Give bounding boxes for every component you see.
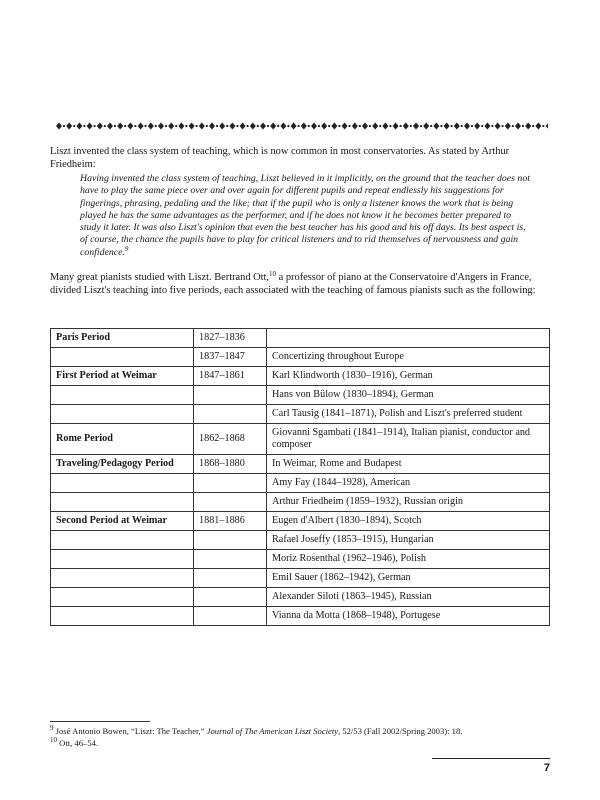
ornament-dot — [440, 125, 442, 127]
years-cell — [194, 550, 267, 569]
period-cell — [51, 348, 194, 367]
ornament-dot — [216, 125, 218, 127]
table-row — [51, 348, 550, 367]
ornament-diamond — [505, 123, 511, 130]
ornament-diamond — [474, 123, 480, 130]
years-cell: 1868–1880 — [194, 455, 267, 474]
pianist-cell: Karl Klindworth (1830–1916), German — [267, 367, 550, 386]
table-row — [51, 424, 550, 455]
ornament-dot — [532, 125, 534, 127]
ornament-diamond — [393, 123, 399, 130]
table-row — [51, 531, 550, 550]
table-row — [51, 493, 550, 512]
ornament-diamond — [250, 123, 256, 130]
years-cell: 1847–1861 — [194, 367, 267, 386]
ornament-dot — [277, 125, 279, 127]
ornament-diamond — [229, 123, 235, 130]
years-cell — [194, 607, 267, 626]
ornament-diamond — [158, 123, 164, 130]
ornament-diamond — [56, 123, 62, 130]
ornament-dot — [134, 125, 136, 127]
ornament-diamond — [484, 123, 490, 130]
ornament-dot — [124, 125, 126, 127]
table-row — [51, 588, 550, 607]
period-cell: Second Period at Weimar — [51, 512, 194, 531]
years-cell: 1862–1868 — [194, 424, 267, 455]
ornament-dot — [83, 125, 85, 127]
period-cell — [51, 386, 194, 405]
table-row — [51, 386, 550, 405]
pianist-cell: In Weimar, Rome and Budapest — [267, 455, 550, 474]
ornament-dot — [236, 125, 238, 127]
ornament-diamond — [138, 123, 144, 130]
ornament-diamond — [423, 123, 429, 130]
footnote-9-text-a: José Antonio Bowen, “Liszt: The Teacher,” — [53, 726, 207, 736]
ornament-dot — [359, 125, 361, 127]
ornament-diamond — [97, 123, 103, 130]
table-row — [51, 550, 550, 569]
ornament-diamond — [209, 123, 215, 130]
intro-paragraph: Liszt invented the class system of teaching, which is now common in most conservatories. As stated by Arthur Friedheim: — [50, 146, 510, 170]
period-cell: Paris Period — [51, 329, 194, 348]
pianist-cell: Moriz Rosenthal (1962–1946), Polish — [267, 550, 550, 569]
footnote-9-number: 9 — [50, 724, 54, 732]
ornament-diamond — [260, 123, 266, 130]
ornament-diamond — [219, 123, 225, 130]
ornament-dot — [512, 125, 514, 127]
ornament-dot — [389, 125, 391, 127]
ornament-diamond — [382, 123, 388, 130]
pianist-cell: Giovanni Sgambati (1841–1914), Italian pianist, conductor and composer — [267, 424, 550, 455]
ornament-dot — [491, 125, 493, 127]
ornament-diamond — [199, 123, 205, 130]
ornament-diamond — [291, 123, 297, 130]
ornament-diamond — [433, 123, 439, 130]
ornament-diamond — [87, 123, 93, 130]
table-row — [51, 474, 550, 493]
footnote-ref-9: 9 — [124, 244, 129, 253]
block-quote-text: Having invented the class system of teaching, Liszt believed in it implicitly, on the ground that the teacher does not have to play the same piece over and over again for different pupils and repeat endlessly his suggestions for fingerings, phrasing, pedaling and the like; that if the pupil who is only a listener knows the work that is being played he has the same advantages as the performer, and if he does not know it he becomes better prepared to study it later. It was also Liszt's opinion that even the best teacher has his good and his off days. Its best aspect is, of course, the chance the pupils have to play for critical listeners and to rid themselves of nervousness and gain confidence. — [80, 173, 530, 258]
ornament-dot — [308, 125, 310, 127]
ornament-dot — [267, 125, 269, 127]
pianist-cell: Emil Sauer (1862–1942), German — [267, 569, 550, 588]
ornament-dot — [502, 125, 504, 127]
period-cell — [51, 531, 194, 550]
ornament-diamond — [413, 123, 419, 130]
ornament-diamond — [352, 123, 358, 130]
ornament-dot — [63, 125, 65, 127]
ornament-diamond — [270, 123, 276, 130]
ornament-diamond — [127, 123, 133, 130]
ornament-dot — [165, 125, 167, 127]
ornament-dot — [196, 125, 198, 127]
ornament-diamond — [515, 123, 521, 130]
pianist-cell: Amy Fay (1844–1928), American — [267, 474, 550, 493]
period-cell: Rome Period — [51, 424, 194, 455]
ornament-diamond — [362, 123, 368, 130]
years-cell — [194, 405, 267, 424]
ornament-dot — [155, 125, 157, 127]
paragraph-periods — [50, 271, 550, 297]
ornament-dot — [175, 125, 177, 127]
ornament-diamond — [240, 123, 246, 130]
ornament-dot — [338, 125, 340, 127]
ornament-dot — [328, 125, 330, 127]
ornament-dot — [471, 125, 473, 127]
pianist-cell: Hans von Bülow (1830–1894), German — [267, 386, 550, 405]
table-row — [51, 607, 550, 626]
ornament-dot — [522, 125, 524, 127]
pianist-cell: Eugen d'Albert (1830–1894), Scotch — [267, 512, 550, 531]
ornament-diamond — [189, 123, 195, 130]
ornament-dot — [298, 125, 300, 127]
ornament-dot — [379, 125, 381, 127]
pianist-cell: Carl Tausig (1841–1871), Polish and Liszt's preferred student — [267, 405, 550, 424]
ornament-dot — [461, 125, 463, 127]
ornament-diamond — [117, 123, 123, 130]
period-cell — [51, 607, 194, 626]
footnote-ref-10: 10 — [269, 270, 277, 278]
period-cell: First Period at Weimar — [51, 367, 194, 386]
table-row — [51, 569, 550, 588]
ornament-dot — [226, 125, 228, 127]
ornament-diamond — [301, 123, 307, 130]
ornament-dot — [349, 125, 351, 127]
ornament-diamond — [321, 123, 327, 130]
footnote-9-text-b: , 52/53 (Fall 2002/Spring 2003): 18. — [338, 726, 463, 736]
ornament-diamond — [535, 123, 541, 130]
table-row — [51, 329, 550, 348]
period-cell — [51, 550, 194, 569]
ornament-dot — [287, 125, 289, 127]
pianist-cell: Alexander Siloti (1863–1945), Russian — [267, 588, 550, 607]
years-cell — [194, 569, 267, 588]
ornament-diamond — [76, 123, 82, 130]
table-row — [51, 512, 550, 531]
years-cell — [194, 386, 267, 405]
table-row — [51, 405, 550, 424]
ornament-dot — [114, 125, 116, 127]
ornament-diamond — [107, 123, 113, 130]
paragraph-periods-text-a: Many great pianists studied with Liszt. Bertrand Ott, — [50, 272, 270, 283]
years-cell — [194, 474, 267, 493]
footnote-10-number: 10 — [50, 736, 57, 744]
ornament-diamond — [342, 123, 348, 130]
years-cell — [194, 493, 267, 512]
period-cell — [51, 569, 194, 588]
ornament-diamond — [525, 123, 531, 130]
pianist-cell: Rafael Joseffy (1853–1915), Hungarian — [267, 531, 550, 550]
footnote-divider — [50, 721, 150, 722]
ornament-dot — [400, 125, 402, 127]
period-cell — [51, 588, 194, 607]
block-quote — [80, 173, 532, 259]
ornament-dot — [73, 125, 75, 127]
footnote-10-text: Ott, 46–54. — [57, 738, 99, 748]
ornament-diamond — [168, 123, 174, 130]
pianist-cell: Arthur Friedheim (1859–1932), Russian origin — [267, 493, 550, 512]
ornament-dot — [247, 125, 249, 127]
ornament-dot — [94, 125, 96, 127]
ornament-diamond — [464, 123, 470, 130]
years-cell — [194, 588, 267, 607]
ornament-dot — [420, 125, 422, 127]
ornament-dot — [410, 125, 412, 127]
ornament-diamond — [495, 123, 501, 130]
footnote-9 — [50, 725, 550, 737]
footnotes — [50, 725, 550, 749]
ornament-dot — [318, 125, 320, 127]
years-cell — [194, 531, 267, 550]
page-number-rule — [432, 758, 550, 759]
ornament-dot — [206, 125, 208, 127]
decorative-ornament-border — [52, 119, 548, 133]
ornament-dot — [451, 125, 453, 127]
paragraph-periods-text-b: a professor of piano at the Conservatoire d'Angers in France, divided Liszt's teaching into five periods, each associated with the teaching of famous pianists such as the following: — [50, 272, 536, 296]
ornament-diamond — [178, 123, 184, 130]
ornament-diamond — [546, 123, 548, 130]
ornament-diamond — [403, 123, 409, 130]
ornament-dot — [257, 125, 259, 127]
period-cell — [51, 493, 194, 512]
page-number: 7 — [543, 762, 550, 774]
period-cell — [51, 405, 194, 424]
years-cell: 1827–1836 — [194, 329, 267, 348]
footnote-10 — [50, 737, 550, 749]
years-cell: 1881–1886 — [194, 512, 267, 531]
ornament-dot — [542, 125, 544, 127]
pianist-cell: Concertizing throughout Europe — [267, 348, 550, 367]
ornament-dot — [430, 125, 432, 127]
ornament-diamond — [311, 123, 317, 130]
years-cell: 1837–1847 — [194, 348, 267, 367]
period-cell: Traveling/Pedagogy Period — [51, 455, 194, 474]
ornament-dot — [185, 125, 187, 127]
ornament-diamond — [148, 123, 154, 130]
ornament-dot — [145, 125, 147, 127]
ornament-diamond — [372, 123, 378, 130]
teaching-periods-table — [50, 328, 550, 626]
ornament-dot — [369, 125, 371, 127]
period-cell — [51, 474, 194, 493]
pianist-cell: Vianna da Motta (1868–1948), Portugese — [267, 607, 550, 626]
table-row — [51, 455, 550, 474]
table-row — [51, 367, 550, 386]
ornament-diamond — [280, 123, 286, 130]
ornament-dot — [104, 125, 106, 127]
ornament-diamond — [444, 123, 450, 130]
footnote-9-journal: Journal of The American Liszt Society — [206, 726, 339, 736]
ornament-dot — [481, 125, 483, 127]
ornament-diamond — [454, 123, 460, 130]
ornament-diamond — [66, 123, 72, 130]
pianist-cell — [267, 329, 550, 348]
ornament-diamond — [331, 123, 337, 130]
